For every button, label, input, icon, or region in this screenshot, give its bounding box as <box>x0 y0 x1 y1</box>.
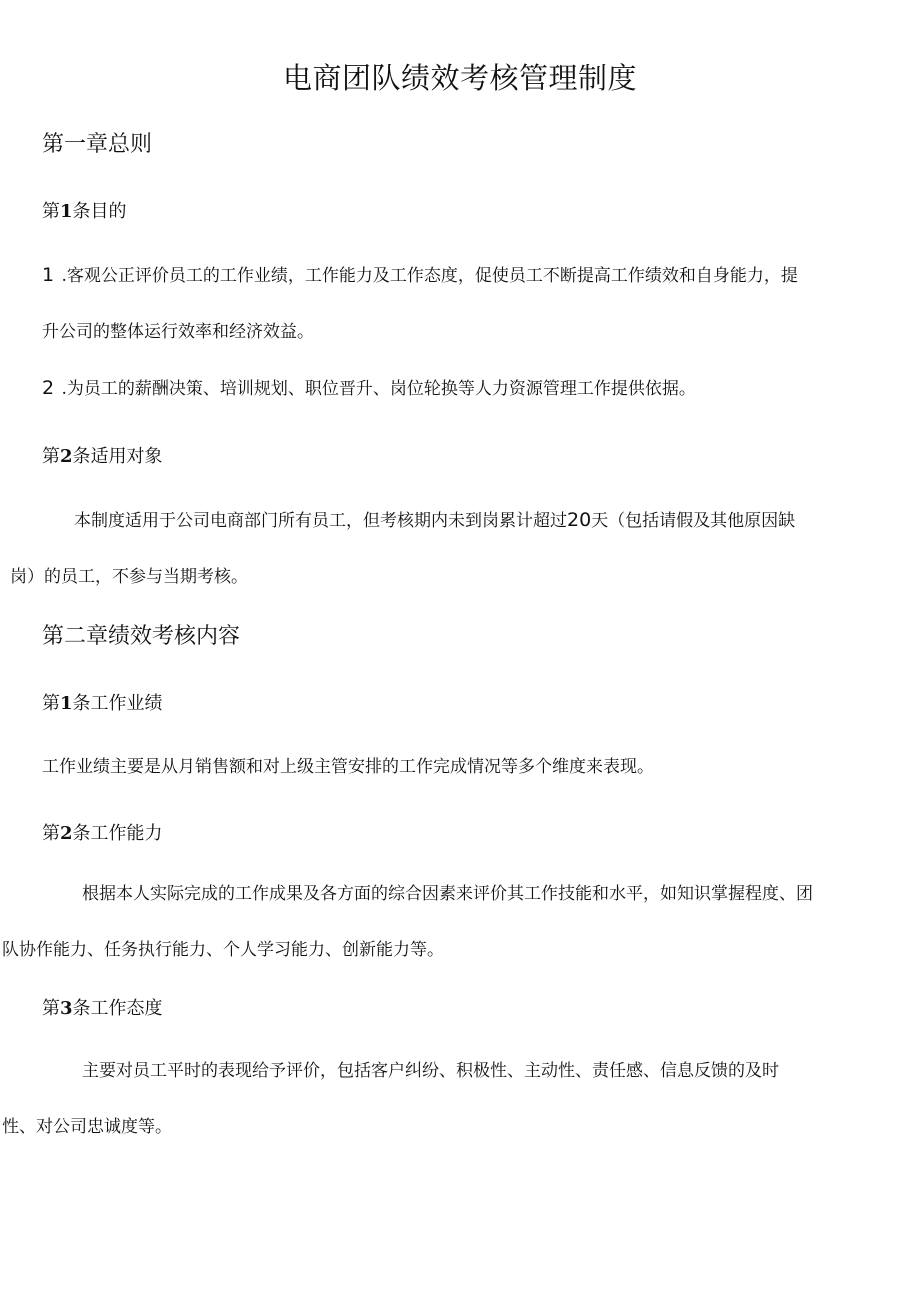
item-number: 1 <box>42 264 57 286</box>
article-number: 2 <box>60 823 73 844</box>
chapter-1-article-1-item-1 <box>42 247 878 360</box>
item-1-line-1: 1 .客观公正评价员工的工作业绩，工作能力及工作态度，促使员工不断提高工作绩效和自身能力，提 <box>42 264 798 286</box>
article-number: 1 <box>60 693 73 714</box>
chapter-2-article-1-heading: 第1条工作业绩 <box>42 693 163 714</box>
chapter-1-article-2-body: 本制度适用于公司电商部门所有员工，但考核期内未到岗累计超过20天（包括请假及其他原因缺 岗）的员工，不参与当期考核。 <box>10 509 796 587</box>
chapter-2-article-2-body: 根据本人实际完成的工作成果及各方面的综合因素来评价其工作技能和水平，如知识掌握程度、团 队协作能力、任务执行能力、个人学习能力、创新能力等。 <box>2 884 813 960</box>
chapter-2-article-3-body: 主要对员工平时的表现给予评价，包括客户纠纷、积极性、主动性、责任感、信息反馈的及时 性、对公司忠诚度等。 <box>2 1061 779 1137</box>
article-number: 1 <box>60 201 73 222</box>
chapter-1-article-1-heading <box>42 199 127 225</box>
chapter-2-article-3-heading: 第3条工作态度 <box>42 998 163 1019</box>
article-number: 3 <box>60 998 73 1019</box>
chapter-1-article-2-heading: 第2条适用对象 <box>42 446 163 467</box>
document-title: 电商团队绩效考核管理制度 <box>282 61 637 95</box>
chapter-2-article-1-body: 工作业绩主要是从月销售额和对上级主管安排的工作完成情况等多个维度来表现。 <box>42 757 654 777</box>
days-value: 20 <box>567 509 592 531</box>
item-number: 2 <box>42 377 57 399</box>
chapter-2-article-2-heading: 第2条工作能力 <box>42 823 163 844</box>
article-title: 条目的 <box>72 201 127 222</box>
chapter-1-article-1-item-2: 2 .为员工的薪酬决策、培训规划、职位晋升、岗位轮换等人力资源管理工作提供依据。 <box>42 377 696 399</box>
chapter-2-heading: 第二章绩效考核内容 <box>42 624 241 649</box>
chapter-1-heading: 第一章总则 <box>42 132 153 157</box>
article-number: 2 <box>60 446 73 467</box>
article-prefix: 第 <box>42 201 60 222</box>
item-1-line-2: 升公司的整体运行效率和经济效益。 <box>42 322 314 342</box>
